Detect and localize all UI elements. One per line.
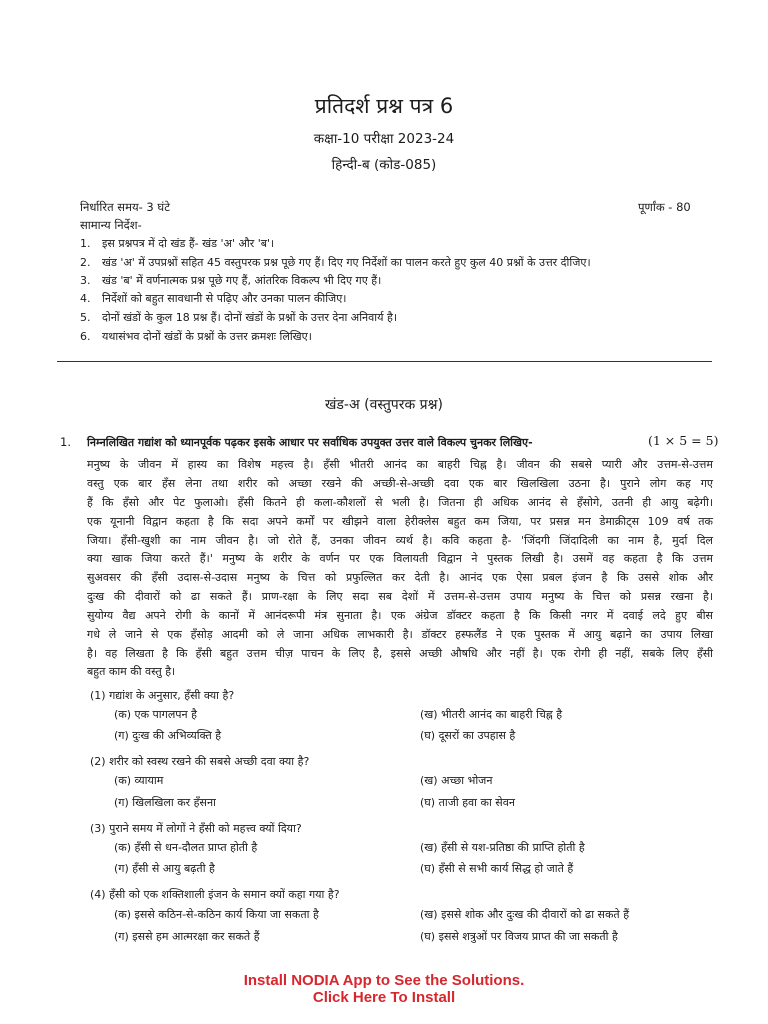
subquestion-3: (3) पुराने समय में लोगों ने हँसी को महत्त्व क्यों दिया? bbox=[90, 822, 302, 835]
passage-line: सुअवसर की हँसी उदास-से-उदास मनुष्य के चित्त को प्रफुल्लित कर देती है। आनंद एक ऐसा प्रबल इंजन है कि उससे शोक और bbox=[87, 571, 713, 584]
section-divider bbox=[57, 361, 712, 362]
class-exam-line: कक्षा-10 परीक्षा 2023-24 bbox=[313, 131, 455, 147]
option-ga: (ग) हँसी से आयु बढ़ती है bbox=[114, 862, 215, 875]
instruction-item bbox=[80, 330, 312, 344]
option-ka: (क) इससे कठिन-से-कठिन कार्य किया जा सकता है bbox=[114, 908, 319, 921]
max-marks: पूर्णांक - 80 bbox=[638, 200, 691, 214]
option-ka: (क) व्यायाम bbox=[114, 774, 164, 787]
general-instructions-heading: सामान्य निर्देश- bbox=[80, 218, 142, 232]
instruction-text: निर्देशों को बहुत सावधानी से पढ़िए और उनका पालन कीजिए। bbox=[102, 292, 347, 305]
instruction-item bbox=[80, 256, 591, 270]
passage-line: एक यूनानी विद्वान कहता है कि सदा अपने कर्मों पर खीझने वाला हेरीक्लेस बहुत कम जिया, पर प्रसन्न मन डेमाक्रीट्स 109 वर्ष तक bbox=[87, 515, 713, 528]
instruction-item bbox=[80, 292, 346, 306]
instruction-text: इस प्रश्नपत्र में दो खंड हैं- खंड 'अ' और 'ब'। bbox=[102, 237, 275, 250]
instruction-number: 2. bbox=[80, 256, 91, 269]
section-a-heading: खंड-अ (वस्तुपरक प्रश्न) bbox=[324, 397, 444, 413]
paper-title: प्रतिदर्श प्रश्न पत्र 6 bbox=[314, 94, 454, 118]
option-kha: (ख) हँसी से यश-प्रतिष्ठा की प्राप्ति होती है bbox=[420, 841, 585, 854]
instruction-text: खंड 'अ' में उपप्रश्नों सहित 45 वस्तुपरक प्रश्न पूछे गए हैं। दिए गए निर्देशों का पालन करते हुए कुल 40 प्रश्नों के उत्तर दीजिए। bbox=[102, 256, 591, 269]
question-number: 1. bbox=[60, 435, 71, 449]
option-ka: (क) हँसी से धन-दौलत प्राप्त होती है bbox=[114, 841, 258, 854]
option-kha: (ख) अच्छा भोजन bbox=[420, 774, 493, 787]
subject-line: हिन्दी-ब (कोड-085) bbox=[331, 157, 437, 173]
install-app-link[interactable]: Install NODIA App to See the Solutions. bbox=[243, 972, 525, 989]
passage-line: हैं कि हँसो और पेट फुलाओ। हँसी कितने ही कला-कौशलों से भली है। जितना ही अधिक आनंद से हँसोगे, उतनी ही आयु बढ़ेगी। bbox=[87, 496, 713, 509]
click-to-install-link[interactable]: Click Here To Install bbox=[312, 989, 456, 1006]
time-allowed: निर्धारित समय- 3 घंटे bbox=[80, 200, 170, 214]
passage-line: गधे ले जाने से एक हँसोड़ आदमी को ले जाना अधिक लाभकारी है। डॉक्टर हस्फलैंड ने एक पुस्तक में आयु बढ़ाने का उपाय लिखा bbox=[87, 628, 713, 641]
passage-line: मनुष्य के जीवन में हास्य का विशेष महत्त्व है। हँसी भीतरी आनंद का बाहरी चिह्न है। जीवन की सबसे प्यारी और उत्तम-से-उत्तम bbox=[87, 458, 713, 471]
subquestion-4: (4) हँसी को एक शक्तिशाली इंजन के समान क्यों कहा गया है? bbox=[90, 888, 340, 901]
question-instruction: निम्नलिखित गद्यांश को ध्यानपूर्वक पढ़कर इसके आधार पर सर्वाधिक उपयुक्त उत्तर वाले विकल्प चुनकर लिखिए- bbox=[87, 436, 533, 449]
instruction-number: 1. bbox=[80, 237, 91, 250]
option-gha: (घ) दूसरों का उपहास है bbox=[420, 729, 516, 742]
passage-line: सुयोग्य वैद्य अपने रोगी के कानों में आनंदरूपी मंत्र सुनाता है। एक अंग्रेज डॉक्टर कहता है कि किसी नगर में दवाई लदे हुए बीस bbox=[87, 609, 713, 622]
subquestion-2: (2) शरीर को स्वस्थ रखने की सबसे अच्छी दवा क्या है? bbox=[90, 755, 310, 768]
instruction-number: 4. bbox=[80, 292, 91, 305]
option-ga: (ग) खिलखिला कर हँसना bbox=[114, 796, 216, 809]
passage-line: बहुत काम की वस्तु है। bbox=[87, 665, 176, 678]
instruction-number: 6. bbox=[80, 330, 91, 343]
instruction-text: खंड 'ब' में वर्णनात्मक प्रश्न पूछे गए हैं, आंतरिक विकल्प भी दिए गए हैं। bbox=[102, 274, 382, 287]
instruction-item bbox=[80, 274, 381, 288]
passage-line: क्या खाक जिया करते हैं।' मनुष्य के शरीर के वर्णन पर एक विलायती विद्वान ने पुस्तक लिखी है। उसमें वह कहता है कि उत्तम bbox=[87, 552, 713, 565]
instruction-item bbox=[80, 311, 397, 325]
option-gha: (घ) ताजी हवा का सेवन bbox=[420, 796, 515, 809]
instruction-number: 5. bbox=[80, 311, 91, 324]
subquestion-1: (1) गद्यांश के अनुसार, हँसी क्या है? bbox=[90, 689, 235, 702]
option-ka: (क) एक पागलपन है bbox=[114, 708, 197, 721]
option-ga: (ग) इससे हम आत्मरक्षा कर सकते हैं bbox=[114, 930, 260, 943]
option-kha: (ख) इससे शोक और दुःख की दीवारों को ढा सकते हैं bbox=[420, 908, 630, 921]
instruction-item bbox=[80, 237, 274, 251]
passage-line: वस्तु एक बार हँस लेना तथा शरीर को अच्छा रखने की अच्छी-से-अच्छी दवा एक बार खिलखिला उठना है। पुराने लोग कह गए bbox=[87, 477, 713, 490]
instruction-text: दोनों खंडों के कुल 18 प्रश्न हैं। दोनों खंडों के प्रश्नों के उत्तर देना अनिवार्य है। bbox=[102, 311, 398, 324]
question-marks: (1 × 5 = 5) bbox=[648, 433, 719, 448]
instruction-text: यथासंभव दोनों खंडों के प्रश्नों के उत्तर क्रमशः लिखिए। bbox=[102, 330, 312, 343]
option-gha: (घ) हँसी से सभी कार्य सिद्ध हो जाते हैं bbox=[420, 862, 574, 875]
instruction-number: 3. bbox=[80, 274, 91, 287]
passage-line: है। वह लिखता है कि हँसी बहुत उत्तम चीज़ पाचन के लिए है, इससे अच्छी औषधि और नहीं है। एक रोगी ही नहीं, सबके लिए हँसी bbox=[87, 647, 713, 660]
passage-line: दुःख की दीवारों को ढा सकते हैं। प्राण-रक्षा के लिए सदा सब देशों में उत्तम-से-उत्तम उपाय मनुष्य के चित्त को प्रसन्न रखना है। bbox=[87, 590, 713, 603]
passage-line: जिया। हँसी-खुशी का नाम जीवन है। जो रोते हैं, उनका जीवन व्यर्थ है। कवि कहता है- 'जिंदगी जिंदादिली का नाम है, मुर्दा दिल bbox=[87, 534, 713, 547]
option-kha: (ख) भीतरी आनंद का बाहरी चिह्न है bbox=[420, 708, 563, 721]
option-gha: (घ) इससे शत्रुओं पर विजय प्राप्त की जा सकती है bbox=[420, 930, 618, 943]
option-ga: (ग) दुःख की अभिव्यक्ति है bbox=[114, 729, 222, 742]
